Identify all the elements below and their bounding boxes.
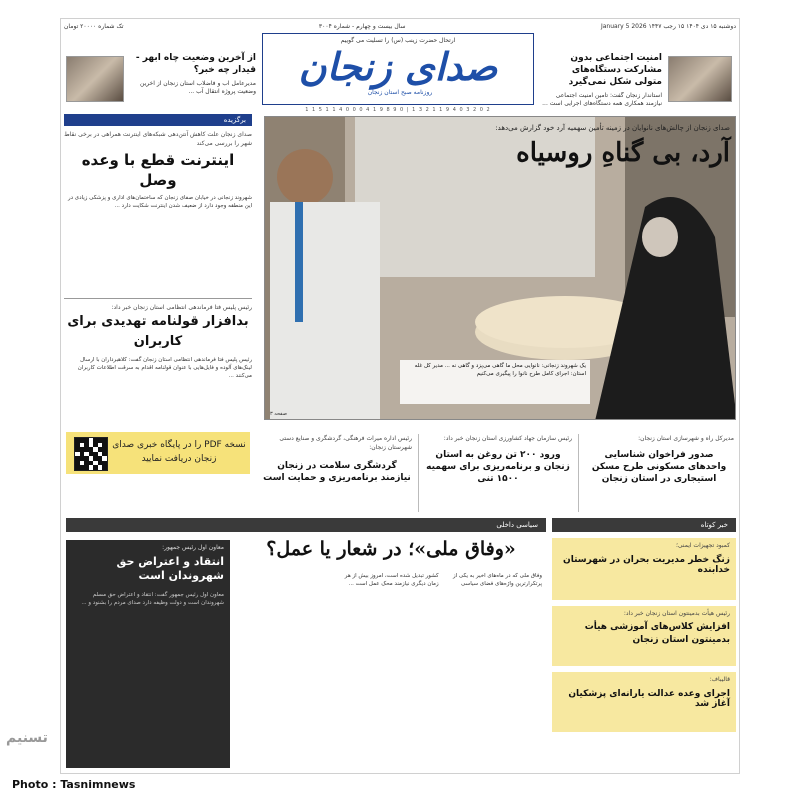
left-column (64, 114, 252, 426)
story2-headline: بدافزار قولنامه تهدیدی برای کاربران (67, 314, 249, 349)
divider (418, 434, 419, 512)
teaser-left-body: مدیرعامل آب و فاضلاب استان زنجان از آخرین وضعیت پروژه انتقال آب ... (140, 80, 256, 95)
brief-card-1[interactable] (552, 538, 736, 600)
photo-credit: Photo : Tasnimnews (12, 778, 136, 791)
brief-1-title: زنگ خطر مدیریت بحران در شهرستان خدابنده (563, 555, 730, 575)
brief-2-kicker: رئیس هیأت بدمینتون استان زنجان خبر داد: (623, 610, 730, 617)
issue-price: تک شماره ۲۰۰۰۰ تومان (64, 22, 124, 30)
dark-kicker: معاون اول رئیس جمهور: (162, 544, 224, 551)
teaser-left-title: از آخرین وضعیت چاه ابهر - قیدار چه خبر؟ (135, 53, 256, 75)
divider (578, 434, 579, 512)
promo-item-1 (262, 434, 412, 516)
teaser-right (542, 52, 662, 116)
promo-item-3-title: صدور فراخوان شناسایی واحدهای مسکونی طرح مسکن استیجاری در استان زنجان (591, 450, 727, 484)
story2-kicker: رئیس پلیس فتا فرماندهی انتظامی استان زنجان خبر داد: (111, 304, 252, 311)
teaser-right-title: امنیت اجتماعی بدون مشارکت دستگاه‌های متولی شکل نمی‌گیرد (568, 53, 662, 87)
brief-3-title: اجرای وعده عدالت یارانه‌ای پزشکیان آغاز شد (568, 689, 730, 709)
teaser-right-photo (668, 56, 732, 102)
meta-bar (64, 20, 736, 32)
promo-item-2-kicker: رئیس سازمان جهاد کشاورزی استان زنجان خبر داد: (443, 435, 572, 442)
dark-headline: انتقاد و اعتراض حق شهروندان است (116, 555, 224, 582)
teaser-right-body: استاندار زنجان گفت: تأمین امنیت اجتماعی نیازمند همکاری همه دستگاه‌های اجرایی است ... (542, 92, 662, 107)
teaser-left-photo (66, 56, 124, 102)
promo-item-1-title: گردشگری سلامت در زنجان نیازمند برنامه‌ریزی و حمایت است (263, 461, 411, 483)
story1-headline: اینترنت قطع با وعده وصل (81, 151, 235, 189)
promo-item-3-kicker: مدیرکل راه و شهرسازی استان زنجان: (638, 435, 734, 442)
brief-card-2[interactable] (552, 606, 736, 666)
main-story-headline: آرد، بی گناهِ روسیاه (516, 138, 730, 168)
promo-item-1-kicker: رئیس اداره میراث فرهنگی، گردشگری و صنایع دستی شهرستان زنجان: (279, 435, 412, 451)
story2-body: رئیس پلیس فتا فرماندهی انتظامی استان زنجان گفت: کلاهبرداران با ارسال لینک‌های آلوده و فایل‌هایی با عنوان قولنامه اقدام به سرقت اطلاعات کاربران می‌کنند ... (77, 357, 252, 379)
tasnim-watermark-logo: تسنیم (6, 730, 48, 746)
dark-body: معاون اول رئیس جمهور گفت: انتقاد و اعتراض حق مسلم شهروندان است و دولت وظیفه دارد صدای مردم را بشنود و ... (81, 592, 224, 606)
issue-number: سال بیست و چهارم - شماره ۳۰۰۴ (318, 22, 406, 30)
masthead-title: صدای زنجان (298, 44, 498, 89)
promo-item-2-title: ورود ۲۰۰ تن روغن به استان زنجان و برنامه‌ریزی برای سهمیه ۱۵۰۰ تنی (426, 450, 570, 484)
brief-2-title: افزایش کلاس‌های آموزشی هیأت بدمینتون استان زنجان (584, 622, 730, 645)
story1-kicker: صدای زنجان علت کاهش آنتن‌دهی شبکه‌های اینترنت همراهی در برخی نقاط شهر را بررسی می‌کند (64, 131, 252, 147)
center-body: وفاق ملی که در ماه‌های اخیر به یکی از پرتکرارترین واژه‌های فضای سیاسی کشور تبدیل شده است، امروز بیش از هر زمان دیگری نیازمند محک عمل است ... (344, 573, 542, 587)
featured-tab: برگزیده (64, 114, 252, 126)
brief-1-kicker: کمبود تجهیزات ایمنی؛ (676, 542, 730, 549)
center-headline: «وفاق ملی»؛ در شعار یا عمل؟ (266, 538, 516, 560)
promo-item-3 (584, 434, 734, 516)
page-ref: صفحه ۳ (270, 411, 287, 417)
teaser-left (128, 52, 256, 106)
masthead-tagline: ارتحال حضرت زینب (س) را تسلیت می گوییم (340, 37, 456, 44)
masthead-strip: 1 1 5 1 1 4 0 0 0 4 1 9 8 9 0 | 1 3 2 1 1 9 4 0 3 2 0 2 (305, 107, 491, 113)
dark-panel (66, 540, 230, 768)
qr-code-icon[interactable] (74, 437, 108, 471)
promo-item-2 (424, 434, 572, 516)
masthead-subtitle: روزنامه صبح استان زنجان (367, 89, 433, 96)
pdf-promo-text: نسخه PDF را در پایگاه خبری صدای زنجان دریافت نمایید (112, 440, 246, 464)
brief-card-3[interactable] (552, 672, 736, 732)
brief-band: خبر کوتاه (552, 518, 736, 532)
main-story-kicker: صدای زنجان از چالش‌های نانوایان در زمینه تأمین سهمیه آرد خود گزارش می‌دهد: (495, 124, 730, 132)
story1-body: شهروند زنجانی در خیابان صفای زنجان که ساختمان‌های اداری و پزشکی زیادی در این منطقه وجود دارد از ضعیف شدن اینترنت شکایت دارد ... (67, 195, 252, 209)
main-story-caption: یک شهروند زنجانی: نانوایی محل ما گاهی می‌پزد و گاهی نه ... مدیر کل غله استان: اجرای کامل طرح نانوا را پیگیری می‌کنیم (400, 360, 590, 404)
issue-date: دوشنبه ۱۵ دی ۱۴۰۴ ۱۵ رجب ۱۴۴۷ January 5 2026 (600, 22, 736, 30)
brief-3-kicker: قالیباف: (709, 676, 730, 683)
politics-band: سیاسی داخلی (66, 518, 546, 532)
